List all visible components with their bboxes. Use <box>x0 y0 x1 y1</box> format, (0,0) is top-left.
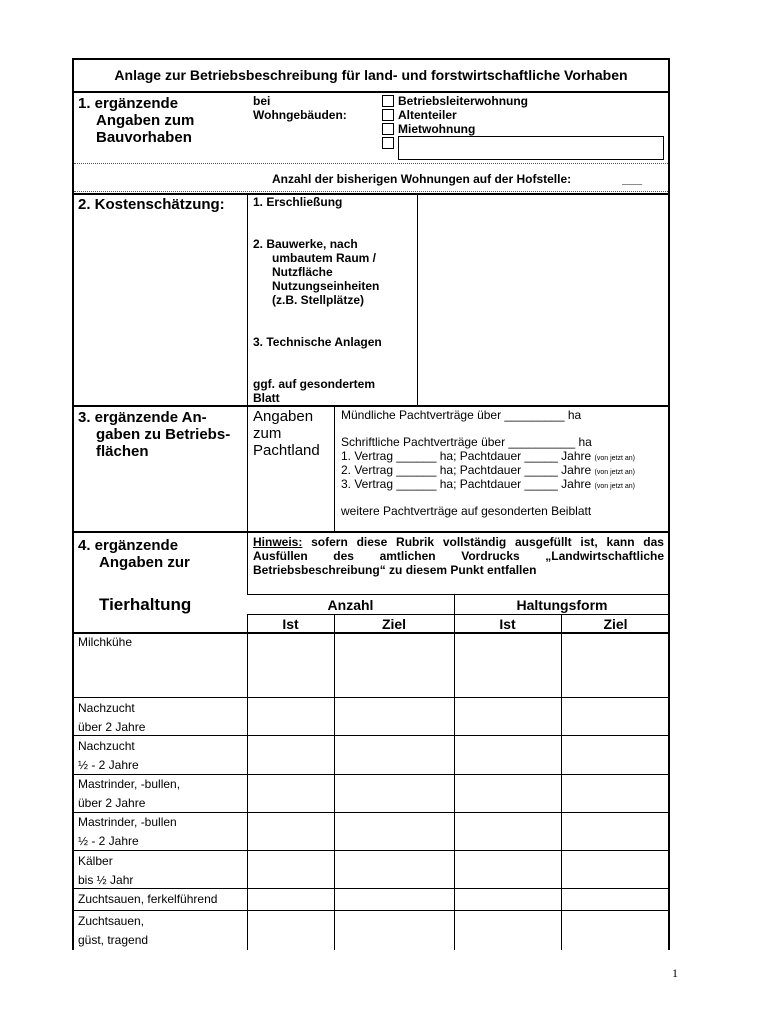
option-label: Mietwohnung <box>398 122 476 136</box>
row-label: über 2 Jahre <box>78 796 146 810</box>
cost-note: Blatt <box>253 391 280 405</box>
row-label: Zuchtsauen, <box>78 914 145 928</box>
col-haltungsform: Haltungsform <box>516 597 608 613</box>
section3-sub-3: Pachtland <box>253 442 320 459</box>
section1-sub-1: bei <box>253 94 271 108</box>
option-label: Betriebsleiterwohnung <box>398 94 529 108</box>
col-anzahl-ist: Ist <box>282 616 299 632</box>
hinweis-line-2: Ausfüllen des amtlichen Vordrucks „Landwirtschaftliche <box>253 549 664 563</box>
vertical-divider <box>454 594 455 950</box>
cost-item-technische-anlagen: 3. Technische Anlagen <box>253 335 382 349</box>
section4-label-3: Tierhaltung <box>99 595 192 614</box>
vertical-divider <box>247 405 248 532</box>
housing-count-field[interactable]: ___ <box>622 172 643 186</box>
cost-item-erschliessung: 1. Erschließung <box>253 195 343 209</box>
checkbox-mietwohnung[interactable] <box>382 123 394 135</box>
col-anzahl: Anzahl <box>327 597 374 613</box>
vertical-divider <box>247 531 248 594</box>
divider <box>72 632 670 634</box>
row-divider <box>74 774 668 775</box>
section3-label-3: flächen <box>96 443 149 460</box>
divider <box>72 193 670 195</box>
table-line <box>247 614 670 615</box>
row-divider <box>74 888 668 889</box>
section4-label-2: Angaben zur <box>99 554 190 571</box>
divider <box>72 405 670 407</box>
row-divider <box>74 850 668 851</box>
vertical-divider <box>334 405 335 532</box>
form-title: Anlage zur Betriebsbeschreibung für land- und forstwirtschaftliche Vorhaben <box>114 67 628 83</box>
row-divider <box>74 910 668 911</box>
vertical-divider <box>334 614 335 950</box>
dotted-divider <box>74 163 668 164</box>
cost-item-bauwerke-line: Nutzfläche <box>272 265 333 279</box>
vertical-divider <box>247 193 248 405</box>
row-divider <box>74 735 668 736</box>
row-label: ½ - 2 Jahre <box>78 834 139 848</box>
muendliche-pacht: Mündliche Pachtverträge über _________ ha <box>341 408 582 422</box>
row-label: Kälber <box>78 854 113 868</box>
col-anzahl-ziel: Ziel <box>381 616 407 632</box>
section1-label-1: 1. ergänzende <box>78 95 179 112</box>
section1-sub-2: Wohngebäuden: <box>253 108 347 122</box>
row-label: Nachzucht <box>78 739 135 753</box>
section3-label-2: gaben zu Betriebs- <box>96 426 231 443</box>
col-haltung-ziel: Ziel <box>603 616 628 632</box>
table-line <box>247 594 670 595</box>
section3-sub-2: zum <box>253 425 282 442</box>
divider <box>72 91 670 93</box>
vertrag-row: 2. Vertrag ______ ha; Pachtdauer _____ Jahre (von jetzt an) <box>341 463 636 477</box>
cost-item-bauwerke-line: Nutzungseinheiten <box>272 279 380 293</box>
housing-count-label: Anzahl der bisherigen Wohnungen auf der Hofstelle: <box>272 172 572 186</box>
cost-item-bauwerke: 2. Bauwerke, nach <box>253 237 358 251</box>
hinweis-line-3: Betriebsbeschreibung“ zu diesem Punkt entfallen <box>253 563 537 577</box>
vertrag-row: 1. Vertrag ______ ha; Pachtdauer _____ Jahre (von jetzt an) <box>341 449 636 463</box>
row-label: über 2 Jahre <box>78 720 146 734</box>
option-label: Altenteiler <box>398 108 457 122</box>
cost-item-bauwerke-line: (z.B. Stellplätze) <box>272 293 365 307</box>
cost-note: ggf. auf gesondertem <box>253 377 376 391</box>
row-divider <box>74 697 668 698</box>
schriftliche-pacht: Schriftliche Pachtverträge über __________ ha <box>341 435 592 449</box>
vertical-divider <box>247 614 248 950</box>
cost-item-bauwerke-line: umbautem Raum / <box>272 251 377 265</box>
row-label: Milchkühe <box>78 635 133 649</box>
checkbox-betriebsleiterwohnung[interactable] <box>382 95 394 107</box>
row-label: Mastrinder, -bullen <box>78 815 177 829</box>
row-label: Mastrinder, -bullen, <box>78 777 181 791</box>
row-label: ½ - 2 Jahre <box>78 758 139 772</box>
section3-label-1: 3. ergänzende An- <box>78 409 207 426</box>
section2-label: 2. Kostenschätzung: <box>78 196 225 213</box>
section3-sub-1: Angaben <box>253 408 314 425</box>
section1-label-3: Bauvorhaben <box>96 129 192 146</box>
section1-label-2: Angaben zum <box>96 112 195 129</box>
page-number: 1 <box>672 966 678 980</box>
row-label: Zuchtsauen, ferkelführend <box>78 892 218 906</box>
row-divider <box>74 812 668 813</box>
vertrag-row: 3. Vertrag ______ ha; Pachtdauer _____ Jahre (von jetzt an) <box>341 477 636 491</box>
row-label: Nachzucht <box>78 701 135 715</box>
divider <box>72 531 670 533</box>
col-haltung-ist: Ist <box>499 616 516 632</box>
vertical-divider <box>561 614 562 950</box>
other-housing-input[interactable] <box>398 136 664 160</box>
checkbox-other[interactable] <box>382 137 394 149</box>
section4-label-1: 4. ergänzende <box>78 537 179 554</box>
vertical-divider <box>417 193 418 405</box>
weitere-pacht: weitere Pachtverträge auf gesonderten Beiblatt <box>341 504 592 518</box>
hinweis-line-1: Hinweis: sofern diese Rubrik vollständig ausgefüllt ist, kann das <box>253 535 664 549</box>
checkbox-altenteiler[interactable] <box>382 109 394 121</box>
row-label: bis ½ Jahr <box>78 873 134 887</box>
row-label: güst, tragend <box>78 933 149 947</box>
dotted-divider <box>74 191 668 192</box>
